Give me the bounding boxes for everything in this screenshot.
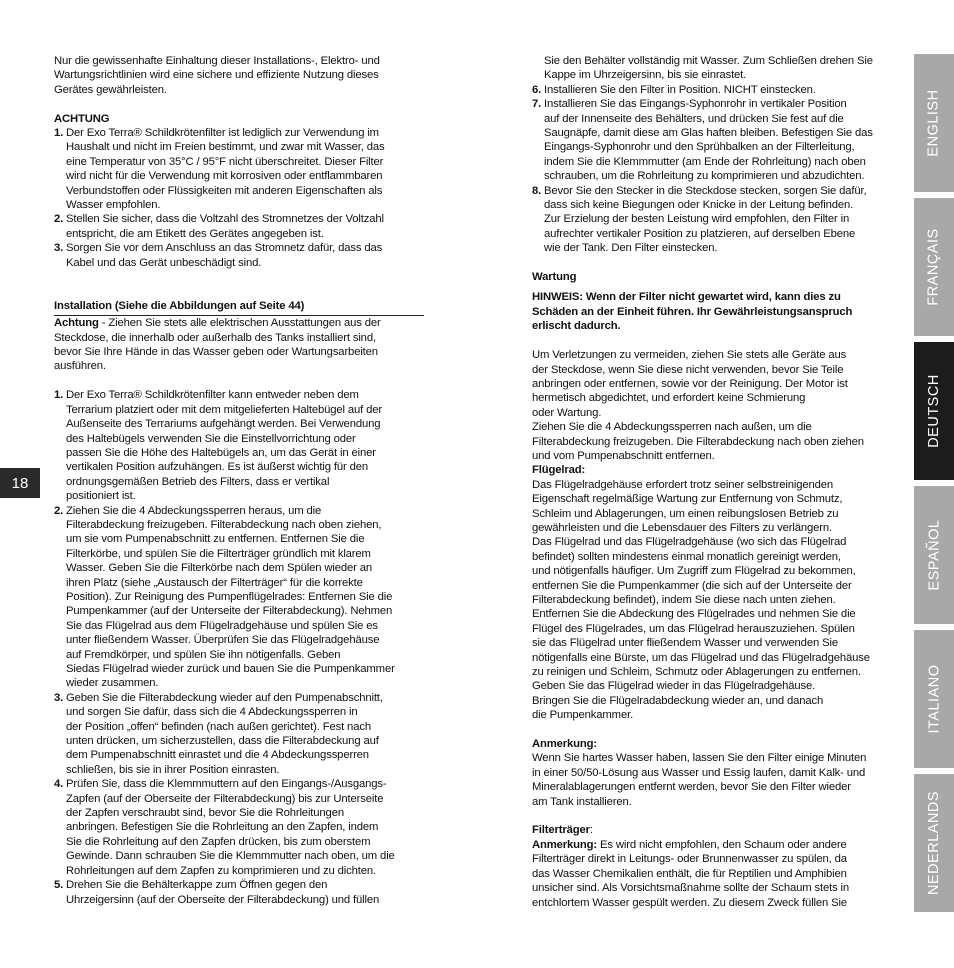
list-item — [54, 212, 424, 241]
text-line: befindet) sollten mindestens einmal monatlich gereinigt werden, — [532, 550, 841, 563]
text-line: erlischt dadurch. — [532, 320, 621, 333]
item-number: 2. — [54, 504, 64, 517]
text-line: Flügel des Flügelrades, um das Flügelrad herauszuziehen. Spülen — [532, 622, 855, 635]
text-line: Drehen Sie die Behälterkappe zum Öffnen gegen den — [66, 879, 328, 892]
tab-label: FRANÇAIS — [926, 228, 943, 306]
text-line: sie das Flügelrad unter fließendem Wasser und verwenden Sie — [532, 637, 838, 650]
text-line: auf der Innenseite des Behälters, und drücken Sie fest auf die — [544, 112, 844, 125]
installation-steps — [54, 388, 424, 907]
text-line: zu reinigen und Schleim, Schmutz oder Ablagerungen zu entfernen. — [532, 666, 861, 679]
tab-label: NEDERLANDS — [926, 790, 943, 896]
item-number: 6. — [532, 83, 542, 96]
right-column — [532, 54, 902, 910]
anmerkung-text: Es wird nicht empfohlen, den Schaum oder andere — [597, 838, 847, 851]
text-line: aufrechter vertikaler Position zu platzieren, auf derselben Ebene — [544, 227, 856, 240]
text-line: Zapfen (auf der Oberseite der Filterabdeckung) bis zur Unterseite — [66, 792, 384, 805]
text-line: vertikalen Position aufzuhängen. Es ist äußerst wichtig für den — [66, 461, 369, 474]
maintenance-paragraph — [532, 348, 902, 463]
filtertraeger-heading — [532, 823, 902, 837]
text-line: Stellen Sie sicher, dass die Voltzahl des Stromnetzes der Voltzahl — [66, 213, 384, 226]
text-line: Um Verletzungen zu vermeiden, ziehen Sie stets alle Geräte aus — [532, 349, 847, 362]
wartung-heading: Wartung — [532, 271, 577, 284]
text-line: anbringen. Befestigen Sie die Rohrleitung an den Zapfen, indem — [66, 821, 379, 834]
text-line: ihren Platz (siehe „Austausch der Filterträger“ für die korrekte — [66, 576, 363, 589]
item-number: 7. — [532, 98, 542, 111]
text-line: Prüfen Sie, dass die Klemmmuttern auf den Eingangs-/Ausgangs- — [66, 778, 387, 791]
hinweis-note — [532, 290, 902, 333]
text-line: Ziehen Sie die 4 Abdeckungssperren heraus, um die — [66, 504, 322, 517]
tab-espanol[interactable] — [914, 486, 954, 624]
text-line: Ziehen Sie die 4 Abdeckungssperren nach außen, um die — [532, 421, 812, 434]
item-number: 5. — [54, 879, 64, 892]
item-number: 2. — [54, 213, 64, 226]
text-line: nötigenfalls eine Bürste, um das Flügelrad und das Flügelradgehäuse — [532, 651, 870, 664]
text-line: und vom Pumpenabschnitt entfernen. — [532, 449, 715, 462]
item-number: 4. — [54, 778, 64, 791]
text-line: positioniert ist. — [66, 490, 136, 503]
text-line: Filterabdeckung befindet), indem Sie diese nach unten ziehen. — [532, 594, 836, 606]
text-line: Saugnäpfe, damit diese am Glas haften bleiben. Befestigen Sie das — [544, 127, 873, 140]
text-line: schrauben, um die Rohrleitung zu komprimieren und abzudichten. — [544, 170, 865, 183]
text-line: Haushalt und nicht im Freien bestimmt, und zwar mit Wasser, das — [66, 141, 385, 154]
tab-deutsch[interactable] — [914, 342, 954, 480]
text-line: Eingangs-Syphonrohr und den Sprühbalken an der Filterleitung, — [544, 141, 855, 154]
text-line: HINWEIS: Wenn der Filter nicht gewartet wird, kann dies zu — [532, 291, 841, 304]
text-line: Wenn Sie hartes Wasser haben, lassen Sie den Filter einige Minuten — [532, 752, 867, 765]
text-line: Filterkörbe, und spülen Sie die Filterträger gründlich mit klarem — [66, 547, 371, 560]
text-line: Sorgen Sie vor dem Anschluss an das Stromnetz dafür, dass das — [66, 242, 383, 255]
list-item — [54, 241, 424, 270]
tab-francais[interactable] — [914, 198, 954, 336]
fluegelrad-heading: Flügelrad: — [532, 464, 586, 477]
installation-steps-continued — [532, 83, 902, 256]
tab-label: ITALIANO — [926, 664, 942, 734]
achtung-list — [54, 126, 424, 270]
text-line: der Position „offen“ befinden (nach außen gerichtet). Fest nach — [66, 720, 371, 733]
item-number: 1. — [54, 389, 64, 402]
text-line: Schäden an der Einheit führen. Ihr Gewährleistungsanspruch — [532, 305, 853, 318]
text-line: Installieren Sie den Filter in Position. NICHT einstecken. — [544, 83, 816, 96]
tab-label: ESPAÑOL — [926, 519, 942, 591]
text-line: das Wasser Chemikalien enthält, die für Reptilien und Amphibien — [532, 867, 847, 880]
text-line: Rohrleitungen auf dem Zapfen zu komprimieren und zu dichten. — [66, 864, 377, 877]
text-line: Kabel und das Gerät unbeschädigt sind. — [66, 256, 262, 269]
list-item — [54, 878, 424, 907]
list-item — [532, 184, 902, 256]
text-line: Schleim und Ablagerungen, um einen reibungslosen Betrieb zu — [532, 507, 839, 520]
text-line: gewährleisten und die Lebensdauer des Filters zu verlängern. — [532, 521, 832, 534]
text-line: Der Exo Terra® Schildkrötenfilter kann entweder neben dem — [66, 389, 359, 402]
text-line: eine Temperatur von 35°C / 95°F nicht überschreitet. Dieser Filter — [66, 155, 384, 168]
text-line: Filterträger direkt in Leitungs- oder Brunnenwasser zu spülen, da — [532, 853, 847, 866]
text-line: Siedas Flügelrad wieder zurück und bauen Sie die Pumpenkammer — [66, 663, 395, 675]
warning-text: - Ziehen Sie stets alle elektrischen Ausstattungen aus der — [98, 317, 381, 330]
text-line: ausführen. — [54, 360, 106, 373]
text-line: Geben Sie die Filterabdeckung wieder auf den Pumpenabschnitt, — [66, 691, 383, 704]
text-line: Kappe im Uhrzeigersinn, bis sie einrastet. — [544, 69, 747, 82]
text-line: indem Sie die Klemmmutter (am Ende der Rohrleitung) nach oben — [544, 155, 866, 168]
text-line: Gerätes gewährleisten. — [54, 83, 167, 96]
text-line: passen Sie die Höhe des Haltebügels an, um das Gerät in einer — [66, 446, 376, 459]
text-line: Filterabdeckung freizugeben. Die Filterabdeckung nach oben ziehen — [532, 435, 864, 448]
text-line: Steckdose, die innerhalb oder außerhalb des Tanks installiert sind, — [54, 331, 376, 344]
installation-heading: Installation (Siehe die Abbildungen auf Seite 44) — [54, 299, 424, 316]
list-item — [54, 126, 424, 212]
text-line: unten drücken, um sicherzustellen, dass die Filterabdeckung auf — [66, 735, 379, 748]
text-line: Sie den Behälter vollständig mit Wasser. Zum Schließen drehen Sie — [544, 55, 873, 67]
filtertraeger-label: Filterträger — [532, 824, 590, 837]
text-line: Sie das Flügelrad aus dem Flügelradgehäuse und spülen Sie es — [66, 619, 378, 632]
text-line — [532, 838, 902, 852]
text-line: Uhrzeigersinn (auf der Oberseite der Filterabdeckung) und füllen — [66, 893, 380, 906]
filtertraeger-colon: : — [589, 824, 593, 837]
text-line: Außenseite des Terrariums aufgehängt werden. Bei Verwendung — [66, 418, 381, 431]
text-line: Bringen Sie die Flügelradabdeckung wieder an, und danach — [532, 694, 824, 707]
text-line: Verbundstoffen oder Flüssigkeiten mit anderen Eigenschaften als — [66, 184, 383, 197]
list-item — [54, 388, 424, 503]
text-line: auf Fremdkörper, und spülen Sie ihn nötigenfalls. Geben — [66, 648, 341, 661]
text-line: Zur Erzielung der besten Leistung wird empfohlen, den Filter in — [544, 213, 850, 226]
page-number: 18 — [0, 468, 40, 498]
text-line: bevor Sie Ihre Hände in das Wasser geben oder Wartungsarbeiten — [54, 346, 378, 359]
warning-label: Achtung — [54, 317, 99, 330]
list-item — [54, 691, 424, 777]
text-line: und nötigenfalls häufiger. Um Zugriff zum Flügelrad zu bekommen, — [532, 565, 856, 578]
text-line: ordnungsgemäßen Betrieb des Filters, dass er vertikal — [66, 475, 330, 488]
text-line: der Steckdose, wenn Sie diese nicht verwenden, bevor Sie Teile — [532, 363, 844, 376]
tab-nederlands[interactable] — [914, 774, 954, 912]
text-line: Eigenschaft regelmäßige Wartung zur Entfernung von Schmutz, — [532, 493, 843, 506]
text-line: Position). Zur Reinigung des Pumpenflügelrades: Entfernen Sie die — [66, 590, 393, 603]
text-line: des Haltebügels verwenden Sie die Einstellvorrichtung oder — [66, 432, 356, 445]
text-line: entspricht, die am Etikett des Gerätes angegeben ist. — [66, 227, 324, 240]
tab-label: DEUTSCH — [926, 374, 942, 448]
text-line: und sorgen Sie dafür, dass sich die 4 Abdeckungssperren in — [66, 706, 358, 719]
text-line: in einer 50/50-Lösung aus Wasser und Essig laufen, damit Kalk- und — [532, 766, 866, 779]
text-line: Sie die Rohrleitung auf den Zapfen drücken, bis zum oberstem — [66, 835, 371, 848]
tab-italiano[interactable] — [914, 630, 954, 768]
anmerkung-heading: Anmerkung: — [532, 738, 598, 751]
text-line: unter fließendem Wasser. Überprüfen Sie das Flügelradgehäuse — [66, 634, 380, 647]
text-line: der Zapfen verschraubt sind, bevor Sie die Rohrleitungen — [66, 807, 344, 820]
item-number: 3. — [54, 691, 64, 704]
text-line: oder Wartung. — [532, 406, 602, 419]
text-line: am Tank installieren. — [532, 795, 632, 808]
media-paragraph — [532, 838, 902, 910]
list-item — [532, 97, 902, 183]
text-line: Terrarium platziert oder mit dem mitgelieferten Haltebügel auf der — [66, 403, 382, 416]
list-item — [54, 504, 424, 691]
text-line — [54, 316, 424, 330]
hard-water-paragraph — [532, 751, 902, 809]
text-line: Der Exo Terra® Schildkrötenfilter ist lediglich zur Verwendung im — [66, 127, 379, 140]
text-line: Das Flügelradgehäuse erfordert trotz seiner selbstreinigenden — [532, 478, 834, 491]
text-line: Wartungsrichtlinien wird eine sichere und effiziente Nutzung dieses — [54, 69, 379, 82]
text-line: wie der Tank. Den Filter einstecken. — [544, 242, 718, 255]
intro-paragraph — [54, 54, 424, 97]
tab-english[interactable] — [914, 54, 954, 192]
text-line: Entfernen Sie die Abdeckung des Flügelrades und nehmen Sie die — [532, 608, 856, 621]
list-item — [54, 777, 424, 878]
text-line: Nur die gewissenhafte Einhaltung dieser Installations-, Elektro- und — [54, 55, 380, 67]
tab-label: ENGLISH — [926, 89, 943, 157]
step-5-continuation — [532, 54, 902, 83]
text-line: Filterabdeckung freizugeben. Filterabdeckung nach oben ziehen, — [66, 518, 382, 531]
text-line: entfernen Sie die Pumpenkammer (die sich auf der Unterseite der — [532, 579, 852, 592]
item-number: 3. — [54, 242, 64, 255]
text-line: Wasser empfohlen. — [66, 199, 161, 212]
text-line: hermetisch abgedichtet, und erfordert keine Schmierung — [532, 392, 806, 405]
achtung-heading: ACHTUNG — [54, 112, 110, 125]
text-line: anbringen oder entfernen, sowie vor der Reinigung. Der Motor ist — [532, 377, 848, 390]
item-number: 1. — [54, 127, 64, 140]
text-line: unsicher sind. Als Vorsichtsmaßnahme sollte der Schaum stets in — [532, 882, 850, 895]
text-line: Bevor Sie den Stecker in die Steckdose stecken, sorgen Sie dafür, — [544, 184, 867, 197]
text-line: um sie vom Pumpenabschnitt zu entfernen. Entfernen Sie die — [66, 533, 365, 546]
text-line: dem Pumpenabschnitt einrastet und die 4 Abdeckungssperren — [66, 749, 369, 762]
list-item — [532, 83, 902, 97]
left-column — [54, 54, 424, 907]
anmerkung-label: Anmerkung: — [532, 838, 598, 851]
text-line: Installieren Sie das Eingangs-Syphonrohr in vertikaler Position — [544, 98, 847, 111]
text-line: Geben Sie das Flügelrad wieder in das Flügelradgehäuse. — [532, 680, 816, 693]
impeller-paragraph — [532, 478, 902, 723]
text-line: Mineralablagerungen entfernt werden, bevor Sie den Filter wieder — [532, 781, 851, 794]
text-line: Pumpenkammer (auf der Unterseite der Filterabdeckung). Nehmen — [66, 605, 393, 618]
text-line: Gewinde. Dann schrauben Sie die Klemmmutter nach oben, um die — [66, 850, 395, 863]
text-line: wieder zusammen. — [66, 677, 159, 690]
item-number: 8. — [532, 184, 542, 197]
text-line: wird nicht für die Verwendung mit korrosiven oder entflammbaren — [66, 170, 383, 183]
text-line: die Pumpenkammer. — [532, 709, 634, 722]
language-tabs — [914, 54, 954, 912]
text-line: Wasser. Geben Sie die Filterkörbe nach dem Spülen wieder an — [66, 562, 372, 575]
text-line: schließen, bis sie in ihrer Position einrasten. — [66, 763, 280, 776]
installation-warning — [54, 316, 424, 374]
text-line: dass sich keine Biegungen oder Knicke in der Leitung befinden. — [544, 199, 854, 212]
text-line: entchlortem Wasser gespült werden. Zu diesem Zweck füllen Sie — [532, 896, 848, 909]
text-line: Das Flügelrad und das Flügelradgehäuse (wo sich das Flügelrad — [532, 536, 847, 549]
